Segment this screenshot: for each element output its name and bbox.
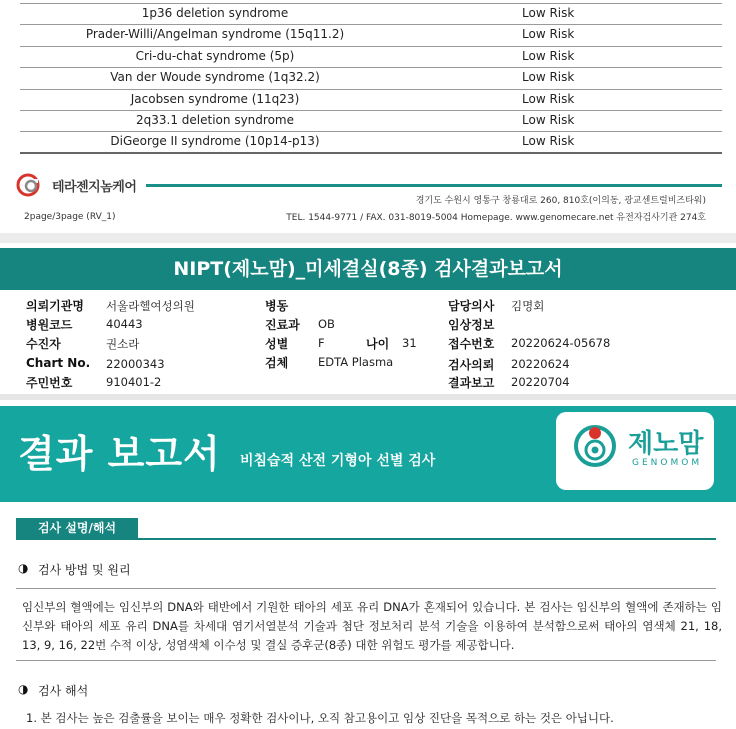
half-circle-bullet-icon: ◑ bbox=[18, 682, 29, 696]
company-address: 경기도 수원시 영통구 창룡대로 260, 810호(이의동, 광교센트럴비즈타워) bbox=[415, 196, 706, 206]
report-title-banner bbox=[0, 248, 736, 290]
risk-value: Low Risk bbox=[522, 27, 575, 41]
syndrome-name: 2q33.1 deletion syndrome bbox=[136, 113, 294, 127]
patient-info bbox=[0, 294, 736, 394]
method-text: 임신부의 혈액에는 임신부의 DNA와 태반에서 기원한 태아의 세포 유리 DNA가 혼재되어 있습니다. 본 검사는 임신부의 혈액에 존재하는 임신부와 태아의 세포 유리 DNA를 차세대 염기서열분석 기술과 첨단 정보처리 분석 기술을 이용하여 분석함으로써 태아의 염색체 21, 18, 13, 9, 16, 22번 수적 이상, 성염색체 이수성 및 결실 증후군(8종) 대한 위험도 평가를 제공합니다. bbox=[22, 600, 722, 652]
resident-label: 주민번호 bbox=[26, 376, 73, 390]
ward-label: 병동 bbox=[265, 299, 289, 313]
institution-value: 서울라헬여성의원 bbox=[106, 299, 195, 313]
section-rule bbox=[16, 538, 716, 540]
age-value: 31 bbox=[402, 336, 417, 350]
table-row bbox=[20, 67, 722, 88]
sex-label: 성별 bbox=[265, 337, 289, 351]
terragen-logo-icon bbox=[16, 173, 44, 197]
table-row bbox=[20, 110, 722, 131]
brand-name: 제노맘 bbox=[628, 429, 704, 459]
table-row bbox=[20, 3, 722, 24]
company-contact: TEL. 1544-9771 / FAX. 031-8019-5004 Homepage. www.genomecare.net 유전자검사기관 274호 bbox=[286, 213, 706, 223]
request-label: 검사의뢰 bbox=[448, 358, 495, 372]
examinee-value: 권소라 bbox=[106, 337, 140, 351]
risk-value: Low Risk bbox=[522, 134, 575, 148]
footer-rule bbox=[146, 184, 722, 187]
examinee-label: 수진자 bbox=[26, 337, 61, 351]
chart-label: Chart No. bbox=[26, 356, 91, 370]
divider bbox=[16, 660, 716, 661]
half-circle-bullet-icon: ◑ bbox=[18, 561, 29, 575]
syndrome-name: Prader-Willi/Angelman syndrome (15q11.2) bbox=[85, 27, 345, 41]
report-date-label: 결과보고 bbox=[448, 376, 495, 390]
syndrome-name: Van der Woude syndrome (1q32.2) bbox=[110, 70, 320, 84]
report-date-value: 20220704 bbox=[511, 375, 570, 389]
specimen-label: 검체 bbox=[265, 356, 289, 370]
divider bbox=[16, 588, 716, 589]
risk-value: Low Risk bbox=[522, 49, 575, 63]
age-label: 나이 bbox=[366, 337, 390, 351]
sex-value: F bbox=[318, 336, 325, 350]
clinical-label: 임상정보 bbox=[448, 318, 495, 332]
section-tab-label: 검사 설명/해석 bbox=[37, 521, 117, 535]
risk-table bbox=[20, 0, 722, 156]
doctor-label: 담당의사 bbox=[448, 299, 495, 313]
table-row bbox=[20, 89, 722, 110]
interp-item: 1. 본 검사는 높은 검출률을 보이는 매우 정확한 검사이나, 오직 참고용이고 임상 진단을 목적으로 하는 것은 아닙니다. bbox=[26, 711, 614, 725]
company-name: 테라젠지놈케어 bbox=[52, 180, 137, 195]
report-title: NIPT(제노맘)_미세결실(8종) 검사결과보고서 bbox=[173, 258, 563, 280]
risk-value: Low Risk bbox=[522, 92, 575, 106]
request-value: 20220624 bbox=[511, 357, 570, 371]
institution-label: 의뢰기관명 bbox=[26, 299, 84, 313]
dept-value: OB bbox=[318, 317, 335, 331]
brand-name-en: GENOMOM bbox=[632, 458, 703, 468]
receipt-label: 접수번호 bbox=[448, 337, 495, 351]
dept-label: 진료과 bbox=[265, 318, 300, 332]
specimen-value: EDTA Plasma bbox=[318, 355, 394, 369]
hospital-code-label: 병원코드 bbox=[26, 318, 73, 332]
table-row bbox=[20, 24, 722, 45]
syndrome-name: DiGeorge II syndrome (10p14-p13) bbox=[110, 134, 320, 148]
method-heading: 검사 방법 및 원리 bbox=[38, 563, 131, 577]
result-subtitle: 비침습적 산전 기형아 선별 검사 bbox=[240, 453, 436, 469]
chart-value: 22000343 bbox=[106, 357, 165, 371]
risk-value: Low Risk bbox=[522, 113, 575, 127]
section-separator bbox=[0, 394, 736, 400]
risk-value: Low Risk bbox=[522, 70, 575, 84]
receipt-value: 20220624-05678 bbox=[511, 336, 611, 350]
genomom-logo-icon bbox=[570, 420, 620, 470]
table-row bbox=[20, 46, 722, 67]
syndrome-name: Cri-du-chat syndrome (5p) bbox=[135, 49, 295, 63]
hospital-code-value: 40443 bbox=[106, 317, 143, 331]
page-separator bbox=[0, 233, 736, 243]
doctor-value: 김명회 bbox=[511, 299, 545, 313]
syndrome-name: 1p36 deletion syndrome bbox=[141, 6, 289, 20]
table-row bbox=[20, 131, 722, 152]
page-info: 2page/3page (RV_1) bbox=[24, 212, 116, 222]
resident-value: 910401-2 bbox=[106, 375, 162, 389]
result-title: 결과 보고서 bbox=[18, 432, 221, 476]
risk-value: Low Risk bbox=[522, 6, 575, 20]
section-tab bbox=[16, 518, 138, 538]
interp-heading: 검사 해석 bbox=[38, 684, 89, 698]
syndrome-name: Jacobsen syndrome (11q23) bbox=[130, 92, 300, 106]
